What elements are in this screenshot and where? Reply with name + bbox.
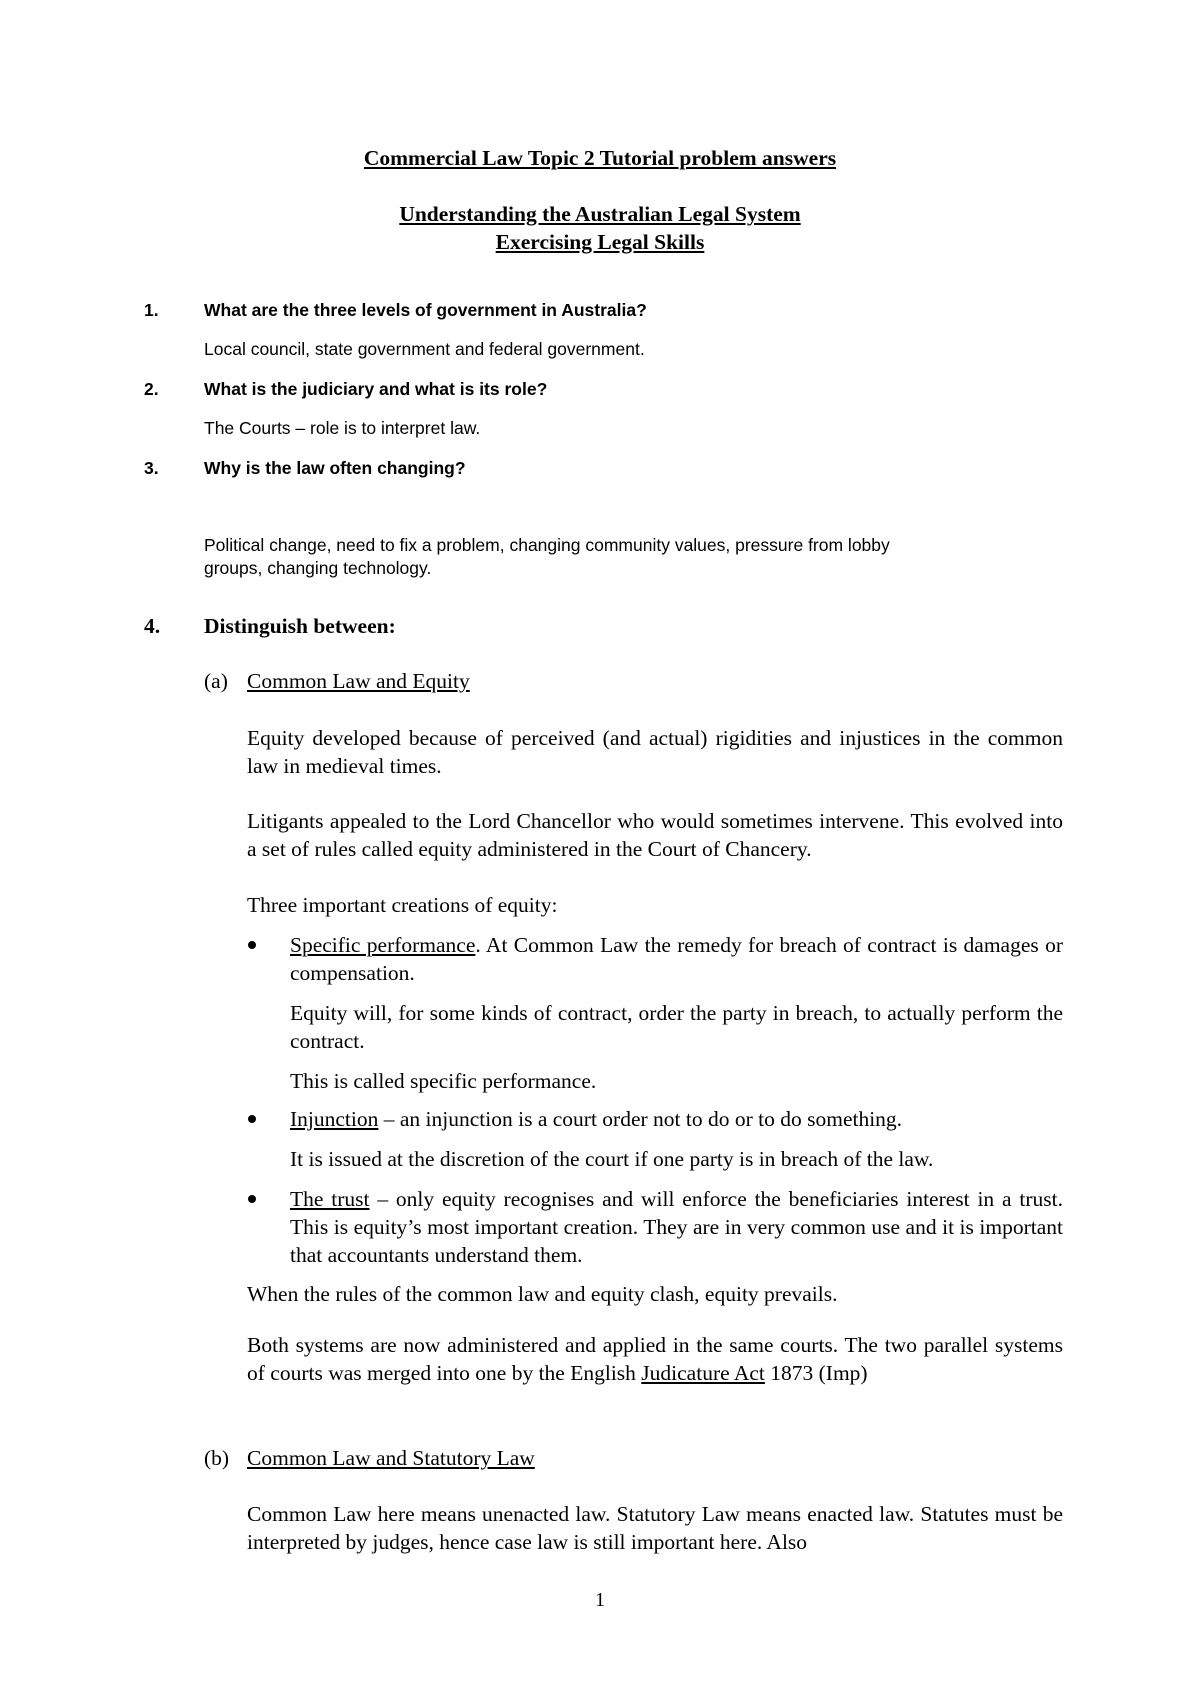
document-subtitle-2: Exercising Legal Skills bbox=[495, 230, 705, 254]
part-a-title: Common Law and Equity bbox=[247, 669, 470, 693]
question-3-number: 3. bbox=[144, 458, 159, 478]
trust-description: – only equity recognises and will enforce the beneficiaries interest in a trust. This is equity’s most important creation. They are in very common use and it is important that accountants understand them. bbox=[290, 1187, 1063, 1267]
bullet-trust bbox=[248, 1195, 256, 1203]
part-a-label: (a) bbox=[204, 669, 228, 693]
answer-2-text: The Courts – role is to interpret law. bbox=[204, 418, 481, 438]
part-b-title: Common Law and Statutory Law bbox=[247, 1446, 535, 1470]
paragraph-5-end: 1873 (Imp) bbox=[764, 1361, 868, 1385]
question-3-text: Why is the law often changing? bbox=[204, 458, 466, 478]
paragraph-5-start: Both systems are now administered and applied in the same courts. The two parallel systems of courts was merged into one by the English bbox=[247, 1333, 1063, 1385]
bullet-specific-performance-text bbox=[290, 931, 1063, 987]
answer-3-line-1: Political change, need to fix a problem, changing community values, pressure from lobby bbox=[204, 535, 890, 555]
part-a-paragraph-3: Three important creations of equity: bbox=[247, 893, 558, 917]
part-a-paragraph-5 bbox=[247, 1331, 1063, 1387]
bullet-trust-text bbox=[290, 1185, 1063, 1269]
question-1-text: What are the three levels of government in Australia? bbox=[204, 300, 647, 320]
trust-term: The trust bbox=[290, 1187, 370, 1211]
question-2-number: 2. bbox=[144, 379, 159, 399]
injunction-description: – an injunction is a court order not to do or to do something. bbox=[378, 1107, 903, 1131]
specific-performance-sub-1: Equity will, for some kinds of contract, order the party in breach, to actually perform the contract. bbox=[290, 1001, 1063, 1053]
answer-1-text: Local council, state government and federal government. bbox=[204, 339, 645, 359]
part-b-label: (b) bbox=[204, 1446, 230, 1470]
question-1-number: 1. bbox=[144, 300, 159, 320]
judicature-act-reference: Judicature Act bbox=[641, 1361, 765, 1385]
injunction-term: Injunction bbox=[290, 1107, 379, 1131]
specific-performance-description: . At Common Law the remedy for breach of contract is damages or compensation. bbox=[290, 933, 1063, 985]
bullet-injunction bbox=[248, 1115, 256, 1123]
question-4-number: 4. bbox=[144, 614, 161, 638]
document-title: Commercial Law Topic 2 Tutorial problem answers bbox=[363, 146, 837, 170]
part-a-paragraph-1: Equity developed because of perceived (and actual) rigidities and injustices in the common law in medieval times. bbox=[247, 726, 1063, 778]
part-b-paragraph-1: Common Law here means unenacted law. Statutory Law means enacted law. Statutes must be interpreted by judges, hence case law is still important here. Also bbox=[247, 1502, 1063, 1554]
part-a-paragraph-4: When the rules of the common law and equity clash, equity prevails. bbox=[247, 1282, 838, 1306]
answer-3-line-2: groups, changing technology. bbox=[204, 558, 432, 578]
bullet-specific-performance bbox=[248, 941, 256, 949]
document-subtitle-1: Understanding the Australian Legal System bbox=[399, 202, 801, 226]
bullet-injunction-text bbox=[290, 1105, 902, 1133]
specific-performance-sub-2: This is called specific performance. bbox=[290, 1069, 597, 1093]
page-number: 1 bbox=[595, 1589, 605, 1611]
part-a-paragraph-2: Litigants appealed to the Lord Chancellor who would sometimes intervene. This evolved into a set of rules called equity administered in the Court of Chancery. bbox=[247, 809, 1063, 861]
specific-performance-term: Specific performance bbox=[290, 933, 476, 957]
question-2-text: What is the judiciary and what is its role? bbox=[204, 379, 548, 399]
injunction-sub-1: It is issued at the discretion of the court if one party is in breach of the law. bbox=[290, 1147, 934, 1171]
question-4-heading: Distinguish between: bbox=[204, 614, 396, 638]
